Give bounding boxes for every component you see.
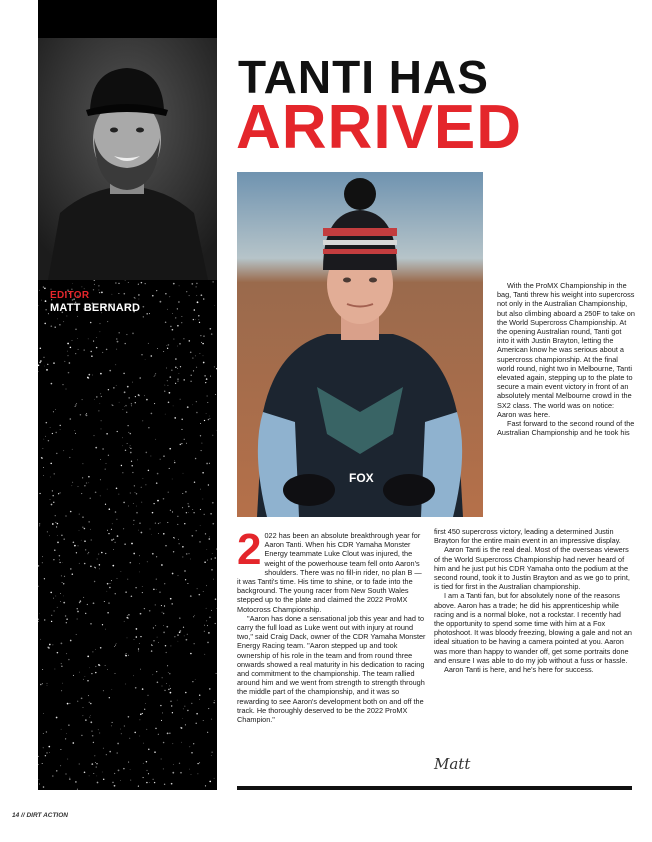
lead-paragraph bbox=[237, 525, 427, 614]
headline-line-1: TANTI HAS bbox=[238, 51, 489, 103]
quote-paragraph: "Aaron has done a sensational job this year and had to carry the full load as Luke went out with injury at round two," said Craig Dack, owner of the CDR Yamaha Monster Energy Racing team. "Aaron stepped up and took ownership of his role in the team and from round three onwards showed a real maturity in his dedication to racing and commitment to the championship. The team rallied around him and we went from strength to strength through the middle part of the championship, and it was so rewarding to see Aaron's development both on and off the track. He thoroughly deserved to be the 2022 ProMX Champion." bbox=[237, 613, 426, 725]
body-column-1 bbox=[237, 525, 427, 725]
side-paragraph: With the ProMX Championship in the bag, Tanti threw his weight into supercross not only in the Australian Championship, but also climbing aboard a 250F to take on the World Supercross Championship. At the opening Australian round, Tanti got into it with Justin Brayton, letting the American know he was serious about a supercross championship. At the final world round, night two in Melbourne, Tanti elevated again, stepping up to the plate to secure a main event victory in front of an absolutely mental Melbourne crowd in the SX2 class. The world was on notice: Aaron was here. bbox=[497, 281, 635, 419]
side-column-text bbox=[497, 281, 635, 437]
body-paragraph: first 450 supercross victory, leading a determined Justin Brayton for the entire main event in an impressive display. bbox=[434, 527, 621, 546]
body-paragraph: Aaron Tanti is here, and he's here for success. bbox=[444, 665, 594, 675]
editor-portrait bbox=[38, 38, 217, 280]
body-column-2 bbox=[434, 527, 632, 674]
signature: Matt bbox=[434, 755, 471, 773]
headline-line-2: ARRIVED bbox=[236, 93, 523, 162]
bottom-rule bbox=[237, 786, 632, 790]
dropcap: 2 bbox=[237, 525, 262, 574]
jersey-logo-text: FOX bbox=[349, 471, 374, 485]
side-paragraph: Fast forward to the second round of the Australian Championship and he took his bbox=[497, 419, 635, 438]
lead-paragraph-text: 022 has been an absolute breakthrough year for Aaron Tanti. When his CDR Yamaha Monster Energy teammate Luke Clout was injured, the weight of the powerhouse team fell onto Aaron's shoulders. There was no fill-in rider, no plan B — it was Tanti's time. His time to shine, or to fade into the background. The young racer from New South Wales stepped up to the plate and claimed the 2022 ProMX Motocross Championship. bbox=[237, 531, 422, 614]
body-paragraph: Aaron Tanti is the real deal. Most of the overseas viewers of the World Supercross Championship had never heard of him and he just put his CDR Yamaha onto the podium at the second round, took it to Justin Brayton and as we go to print, is tied for first in the Australian championship. bbox=[434, 545, 630, 592]
rider-photo bbox=[237, 172, 483, 517]
editor-role: EDITOR bbox=[50, 290, 90, 301]
editor-name: MATT BERNARD bbox=[50, 302, 141, 314]
editor-sidebar bbox=[38, 0, 217, 790]
body-paragraph: I am a Tanti fan, but for absolutely none of the reasons above. Aaron has a trade; he did his apprenticeship while racing and is a normal bloke, not a rockstar. I recently had the opportunity to spend some time with him at a Fox photoshoot. It was bloody freezing, blowing a gale and not an ideal situation to be having a camera pointed at you. Aaron was more than happy to wander off, get some portraits done and ensure I was able to do my job without a fuss or hassle. bbox=[434, 591, 632, 665]
page-folio: 14 // DIRT ACTION bbox=[12, 812, 68, 819]
